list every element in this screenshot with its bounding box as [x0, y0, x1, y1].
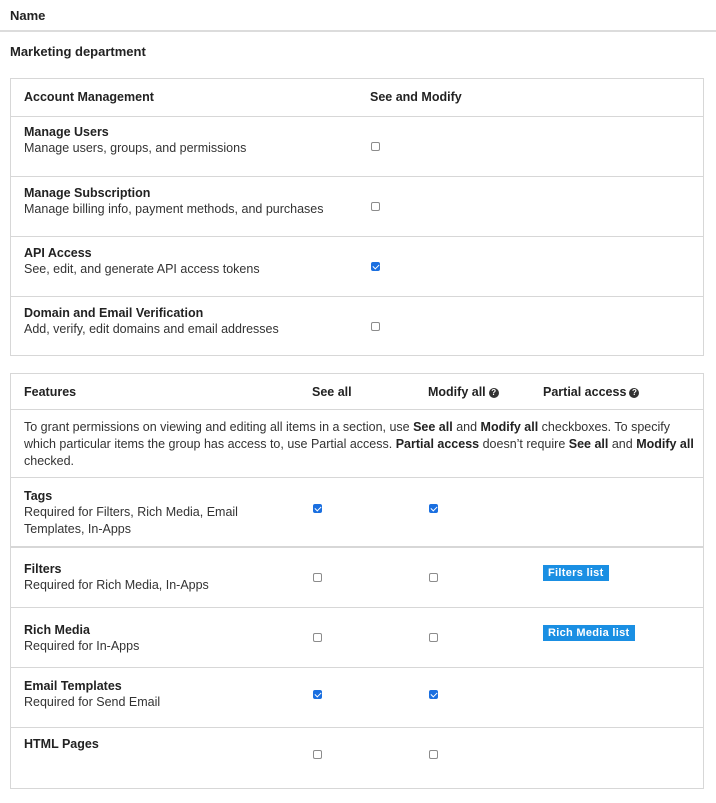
html-pages-see-all-checkbox[interactable] — [313, 750, 322, 759]
account-row-domain-verification — [11, 297, 703, 355]
manage-users-checkbox[interactable] — [371, 142, 380, 151]
features-header: Features — [24, 385, 77, 399]
account-header-row — [11, 79, 703, 117]
row-description: Required for In-Apps — [24, 639, 140, 653]
manage-subscription-checkbox[interactable] — [371, 202, 380, 211]
name-column-header: Name — [0, 0, 716, 32]
email-templates-modify-all-checkbox[interactable] — [429, 690, 438, 699]
feature-row-html-pages — [11, 728, 703, 786]
question-circle-icon[interactable]: ? — [489, 388, 499, 398]
rich-media-list-button[interactable]: Rich Media list — [543, 625, 635, 641]
tags-modify-all-checkbox[interactable] — [429, 504, 438, 513]
account-management-header: Account Management — [24, 90, 154, 104]
account-row-api-access — [11, 237, 703, 297]
row-title: Filters — [24, 562, 62, 576]
tags-see-all-checkbox[interactable] — [313, 504, 322, 513]
filters-modify-all-checkbox[interactable] — [429, 573, 438, 582]
features-note-row — [11, 410, 703, 478]
account-row-manage-subscription — [11, 177, 703, 237]
row-description: Templates, In-Apps — [24, 522, 131, 536]
row-title: Manage Users — [24, 125, 109, 139]
row-title: Email Templates — [24, 679, 122, 693]
row-title: Tags — [24, 489, 53, 503]
row-description: Add, verify, edit domains and email addresses — [24, 322, 279, 336]
question-circle-icon[interactable]: ? — [629, 388, 639, 398]
feature-row-tags — [11, 478, 703, 548]
email-templates-see-all-checkbox[interactable] — [313, 690, 322, 699]
row-description: Required for Send Email — [24, 695, 161, 709]
row-description: Manage users, groups, and permissions — [24, 141, 247, 155]
row-title: Domain and Email Verification — [24, 306, 204, 320]
see-all-header: See all — [312, 385, 352, 399]
row-description: Required for Rich Media, In-Apps — [24, 578, 209, 592]
row-title: Manage Subscription — [24, 186, 151, 200]
filters-list-button[interactable]: Filters list — [543, 565, 609, 581]
see-and-modify-header: See and Modify — [370, 90, 462, 104]
row-title: HTML Pages — [24, 737, 99, 751]
filters-see-all-checkbox[interactable] — [313, 573, 322, 582]
feature-row-filters — [11, 548, 703, 608]
row-description: Required for Filters, Rich Media, Email — [24, 505, 238, 519]
account-management-panel — [10, 78, 704, 356]
rich-media-modify-all-checkbox[interactable] — [429, 633, 438, 642]
row-title: API Access — [24, 246, 92, 260]
domain-verification-checkbox[interactable] — [371, 322, 380, 331]
feature-row-email-templates — [11, 668, 703, 728]
rich-media-see-all-checkbox[interactable] — [313, 633, 322, 642]
html-pages-modify-all-checkbox[interactable] — [429, 750, 438, 759]
features-header-row — [11, 374, 703, 410]
api-access-checkbox[interactable] — [371, 262, 380, 271]
feature-row-rich-media — [11, 608, 703, 668]
row-description: Manage billing info, payment methods, and purchases — [24, 202, 324, 216]
modify-all-header: Modify all ? — [428, 374, 499, 410]
features-panel — [10, 373, 704, 789]
row-title: Rich Media — [24, 623, 90, 637]
partial-access-header: Partial access ? — [543, 374, 639, 410]
account-row-manage-users — [11, 117, 703, 177]
group-name: Marketing department — [10, 44, 146, 59]
permissions-note: To grant permissions on viewing and editing all items in a section, use See all and Modify all checkboxes. To specify which particular items the group has access to, use Partial access. Partial access doesn’t require See all and Modify all checked. — [24, 420, 694, 468]
row-description: See, edit, and generate API access tokens — [24, 262, 260, 276]
